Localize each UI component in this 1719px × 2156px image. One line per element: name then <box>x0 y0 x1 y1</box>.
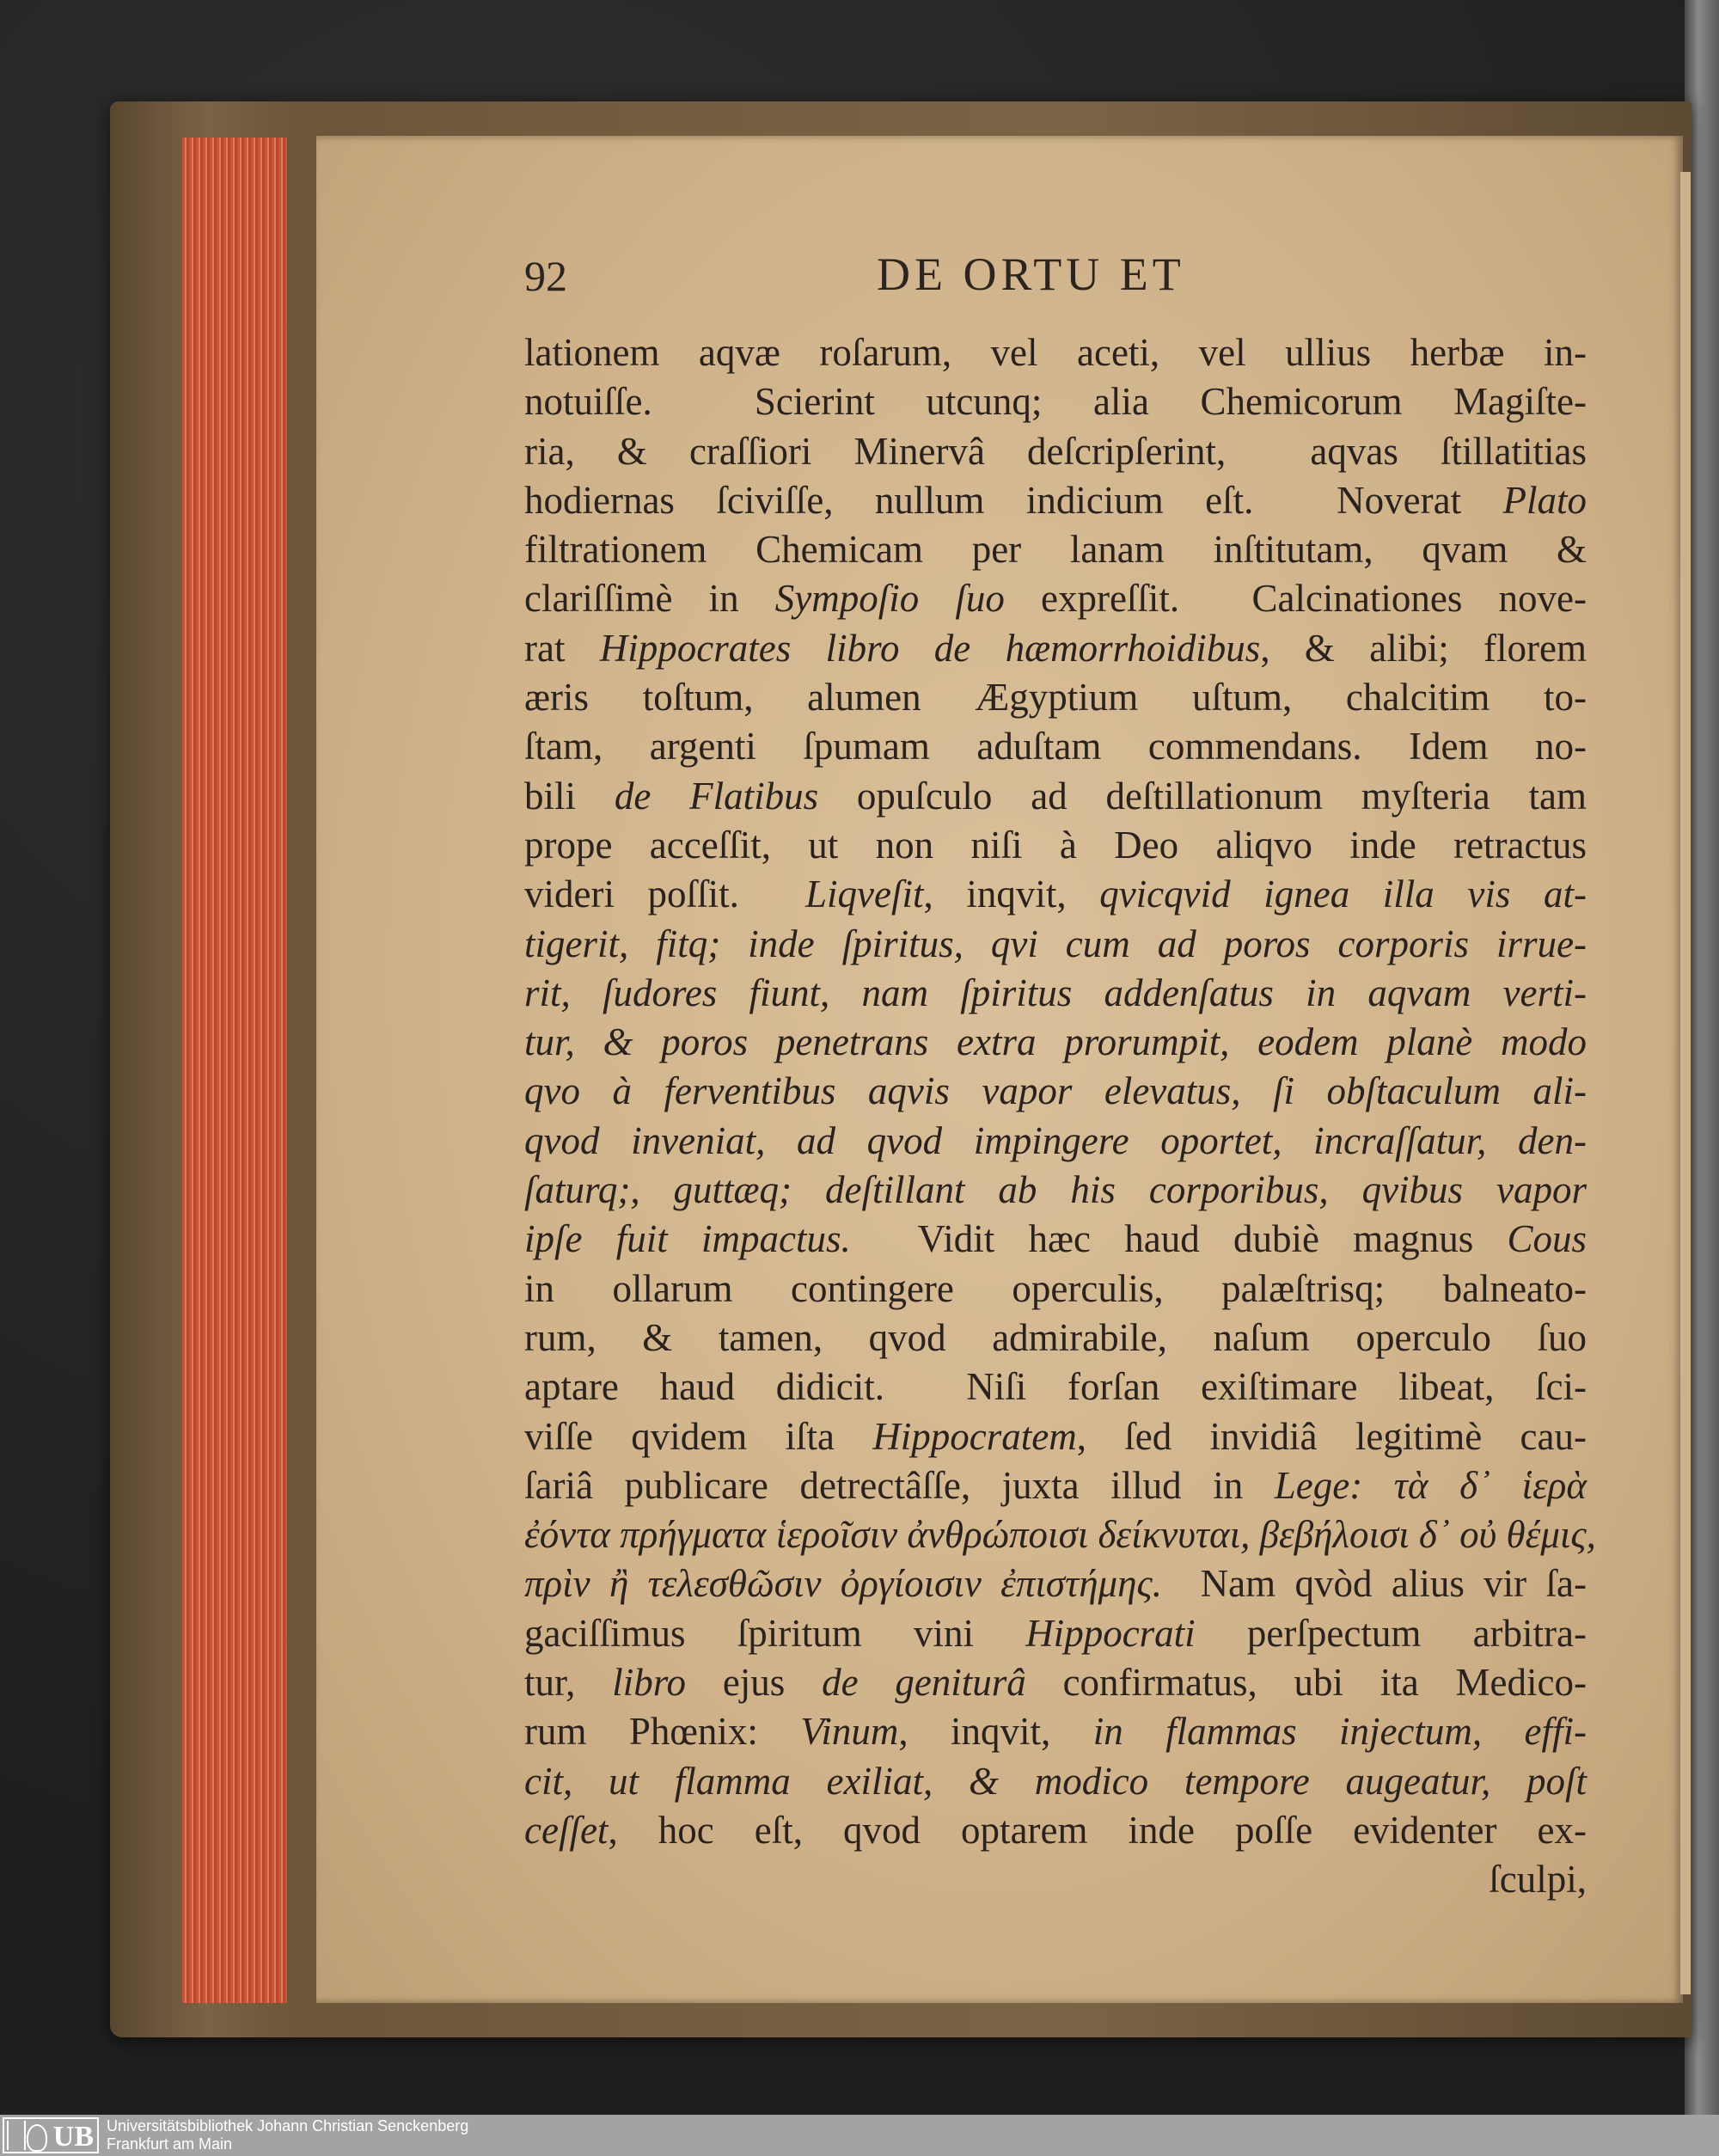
text-run: prope acceſſit, ut non niſi à Deo aliqvo inde retractus <box>524 823 1587 867</box>
text-line <box>524 1658 1587 1707</box>
text-run: Nam qvòd alius vir ſa- <box>1161 1562 1587 1606</box>
text-run: filtrationem Chemicam per lanam inſtitutam, qvam & <box>524 528 1587 572</box>
text-line <box>524 821 1587 870</box>
text-run: videri poſſit. <box>524 873 806 916</box>
text-line <box>524 1559 1587 1608</box>
italic-run: qvicqvid ignea illa vis at- <box>1099 873 1587 916</box>
text-run: tur, <box>524 1661 613 1705</box>
text-line <box>524 574 1587 623</box>
text-line <box>524 1067 1587 1116</box>
italic-run: qvo à ferventibus aqvis vapor elevatus, ſi obſtaculum ali- <box>524 1069 1587 1113</box>
italic-run: Lege: τὰ δ᾽ ἱερὰ <box>1274 1463 1587 1507</box>
text-line <box>524 427 1587 476</box>
text-line <box>524 673 1587 722</box>
text-run: bili <box>524 774 615 818</box>
text-run: perſpectum arbitra- <box>1195 1611 1587 1655</box>
text-line <box>524 920 1587 969</box>
text-run: aptare haud didicit. Niſi forſan exiſtimare libeat, ſci- <box>524 1365 1587 1409</box>
italic-run: ceſſet <box>524 1808 609 1852</box>
italic-run: de geniturâ <box>822 1661 1026 1705</box>
institution-name: Universitätsbibliothek Johann Christian Senckenberg <box>107 2117 469 2135</box>
red-page-edges <box>182 138 287 2003</box>
text-run: rum Phœnix: <box>524 1710 801 1754</box>
text-run: hodiernas ſciviſſe, nullum indicium eſt. Noverat <box>524 478 1503 522</box>
italic-run: Sympoſio ſuo <box>774 577 1005 621</box>
text-run: æris toſtum, alumen Ægyptium uſtum, chalcitim to- <box>524 676 1587 720</box>
text-line <box>524 1855 1587 1904</box>
text-line <box>524 1018 1587 1067</box>
text-line <box>524 1117 1587 1166</box>
footer-text <box>107 2117 468 2153</box>
italic-run: Plato <box>1502 478 1587 522</box>
logo-text: UB <box>52 2121 94 2153</box>
columns-icon <box>7 2121 26 2150</box>
text-run: rat <box>524 626 600 670</box>
italic-run: in flammas injectum, effi- <box>1092 1710 1587 1754</box>
italic-run: qvod inveniat, ad qvod impingere oportet, incraſſatur, den- <box>524 1118 1587 1162</box>
text-run: clariſſimè in <box>524 577 775 621</box>
text-line <box>524 1215 1587 1264</box>
text-run: expreſſit. Calcinationes nove- <box>1004 577 1587 621</box>
text-run: ſariâ publicare detrectâſſe, juxta illud in <box>524 1463 1275 1507</box>
portrait-icon <box>27 2124 47 2152</box>
page-number: 92 <box>524 252 567 300</box>
text-line <box>524 1707 1587 1756</box>
text-line <box>524 1806 1587 1855</box>
text-run: rum, & tamen, qvod admirabile, naſum operculo ſuo <box>524 1315 1587 1359</box>
text-line <box>524 1363 1587 1412</box>
text-run: lationem aqvæ roſarum, vel aceti, vel ullius herbæ in- <box>524 331 1587 374</box>
text-line <box>524 1166 1587 1215</box>
text-run: , & alibi; florem <box>1260 626 1587 670</box>
text-run: notuiſſe. Scierint utcunq; alia Chemicorum Magiſte- <box>524 380 1587 424</box>
text-run: , hoc eſt, qvod optarem inde poſſe evidenter ex- <box>608 1808 1587 1852</box>
italic-run: Hippocrates libro de hæmorrhoidibus <box>599 626 1261 670</box>
text-run: confirmatus, ubi ita Medico- <box>1025 1661 1587 1705</box>
italic-run: Liqveſit <box>805 873 924 916</box>
text-run: , ſed invidiâ legitimè cau- <box>1076 1414 1587 1458</box>
italic-run: libro <box>612 1661 687 1705</box>
text-line <box>524 1314 1587 1363</box>
text-line <box>524 624 1587 673</box>
text-line <box>524 1757 1587 1806</box>
text-line <box>524 969 1587 1018</box>
text-line <box>524 1265 1587 1314</box>
institution-city: Frankfurt am Main <box>107 2135 233 2153</box>
italic-run: Vinum <box>800 1710 899 1754</box>
text-run: ſtam, argenti ſpumam aduſtam commendans. Idem no- <box>524 725 1587 769</box>
italic-run: cit, ut flamma exiliat, & modico tempore augeatur, poſt <box>524 1759 1587 1803</box>
text-run: , inqvit, <box>898 1710 1093 1754</box>
text-run: in ollarum contingere operculis, palæſtrisq; balneato- <box>524 1266 1587 1310</box>
facing-page-edge <box>1680 172 1691 1994</box>
text-line <box>524 772 1587 821</box>
body-text <box>524 328 1596 1905</box>
italic-run: Cous <box>1507 1217 1587 1261</box>
running-title: DE ORTU ET <box>877 248 1185 300</box>
text-line <box>524 1461 1587 1510</box>
text-line <box>524 722 1587 771</box>
italic-run: ἐόντα πρήγματα ἱεροῖσιν ἀνθρώποισι δείκνυται, βεβήλοισι δ᾽ οὐ θέμις, <box>524 1513 1596 1557</box>
italic-run: ipſe fuit impactus. <box>524 1217 851 1261</box>
text-line <box>524 1510 1596 1559</box>
library-footer <box>0 2115 1719 2156</box>
text-run: ejus <box>686 1661 823 1705</box>
italic-run: rit, ſudores fiunt, nam ſpiritus addenſatus in aqvam verti- <box>524 971 1587 1014</box>
text-line <box>524 525 1587 574</box>
text-run: , inqvit, <box>923 873 1100 916</box>
text-run: ria, & craſſiori Minervâ deſcripſerint, aqvas ſtillatitias <box>524 429 1587 473</box>
text-line <box>524 870 1587 919</box>
italic-run: tigerit, fitq; inde ſpiritus, qvi cum ad poros corporis irrue- <box>524 922 1587 965</box>
italic-run: πρὶν ἢ τελεσθῶσιν ὀργίοισιν ἐπιστήμης. <box>524 1562 1162 1606</box>
text-line <box>524 377 1587 426</box>
text-run: gaciſſimus ſpiritum vini <box>524 1611 1026 1655</box>
italic-run: Hippocratem <box>872 1414 1077 1458</box>
italic-run: Hippocrati <box>1025 1611 1196 1655</box>
italic-run: ſaturq;, guttæq; deſtillant ab his corporibus, qvibus vapor <box>524 1168 1587 1212</box>
ub-logo <box>3 2117 99 2153</box>
text-line <box>524 476 1587 525</box>
text-run: opuſculo ad deſtillationum myſteria tam <box>818 774 1587 818</box>
text-line <box>524 1609 1587 1658</box>
text-line <box>524 1412 1587 1461</box>
italic-run: tur, & poros penetrans extra prorumpit, eodem planè modo <box>524 1020 1587 1064</box>
text-run: viſſe qvidem iſta <box>524 1414 873 1458</box>
text-line <box>524 328 1587 377</box>
text-run: Vidit hæc haud dubiè magnus <box>850 1217 1508 1261</box>
italic-run: de Flatibus <box>614 774 819 818</box>
text-run: ſculpi, <box>1489 1858 1587 1902</box>
